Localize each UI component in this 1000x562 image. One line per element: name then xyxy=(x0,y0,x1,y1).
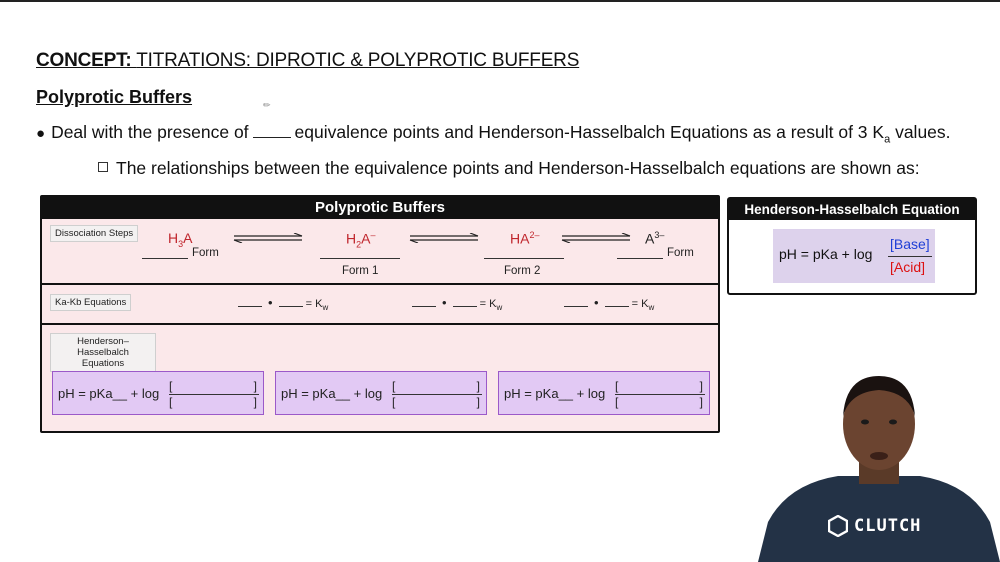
species-h3a: $H_3A$ xyxy=(168,230,193,249)
hh-panel-title: Henderson-Hasselbalch Equation xyxy=(729,199,975,220)
equilibrium-arrow-icon xyxy=(408,233,480,243)
ka-kb-row xyxy=(42,283,718,323)
species-a3: $A^{3-}$ xyxy=(645,230,665,247)
form-blank xyxy=(617,258,663,259)
hh-denominator: [Acid] xyxy=(890,259,926,275)
hh-equation-box-1: pH = pKa__ + log [ ] [ ] xyxy=(52,371,264,415)
equilibrium-arrow-icon xyxy=(232,233,304,243)
pencil-cursor-icon: ✏ xyxy=(263,100,271,110)
hh-equation-lhs: pH = pKa + log xyxy=(779,246,873,262)
dissociation-steps-label: Dissociation Steps xyxy=(50,225,138,242)
ka-kb-equation: • = $K_w$ xyxy=(238,295,328,312)
henderson-hasselbalch-row xyxy=(42,323,718,431)
concept-title: CONCEPT: TITRATIONS: DIPROTIC & POLYPROTIC BUFFERS xyxy=(36,50,580,71)
hh-equation-box-3: pH = pKa__ + log [ ] [ ] xyxy=(498,371,710,415)
hh-numerator: [Base] xyxy=(890,236,930,252)
hh-equations-label: Henderson–Hasselbalch Equations xyxy=(50,333,156,372)
form-blank xyxy=(142,258,188,259)
dissociation-row xyxy=(42,219,718,283)
form-2-label: Form 2 xyxy=(504,265,541,277)
bullet-dot-icon: ● xyxy=(36,125,46,142)
bullet-point-2: The relationships between the equivalence points and Henderson-Hasselbalch equations are shown as: xyxy=(98,158,920,179)
ka-kb-equations-label: Ka-Kb Equations xyxy=(50,294,131,311)
species-h2a: $H_2A^-$ xyxy=(346,230,376,250)
top-border xyxy=(0,0,1000,2)
square-bullet-icon xyxy=(98,162,108,172)
form-label: Form xyxy=(192,247,219,259)
hh-equation-panel xyxy=(727,197,977,295)
clutch-logo: CLUTCH xyxy=(828,515,921,537)
bullet-point-1: ● Deal with the presence of equivalence points and Henderson-Hasselbalch Equations as a result of 3 $K_a$ values. xyxy=(36,122,951,146)
hh-equation xyxy=(773,229,935,283)
fill-in-blank xyxy=(253,124,291,138)
polyprotic-buffers-table xyxy=(40,195,720,433)
ka-kb-equation: • = $K_w$ xyxy=(564,295,654,312)
form-blank xyxy=(320,258,400,259)
form-label: Form xyxy=(667,247,694,259)
hh-equation-box-2: pH = pKa__ + log [ ] [ ] xyxy=(275,371,487,415)
hexagon-logo-icon xyxy=(828,515,848,537)
equilibrium-arrow-icon xyxy=(560,233,632,243)
section-subheading: Polyprotic Buffers xyxy=(36,87,193,107)
ka-kb-equation: • = $K_w$ xyxy=(412,295,502,312)
form-blank xyxy=(484,258,564,259)
species-ha2: $HA^{2-}$ xyxy=(510,230,540,247)
form-1-label: Form 1 xyxy=(342,265,379,277)
table-title: Polyprotic Buffers xyxy=(42,197,718,219)
